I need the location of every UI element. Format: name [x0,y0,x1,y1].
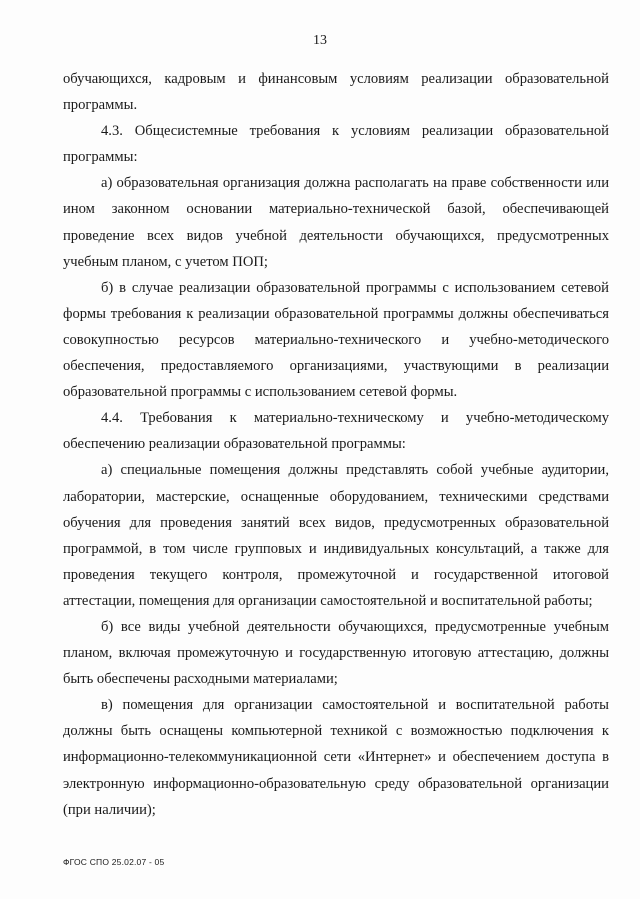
document-footer-code: ФГОС СПО 25.02.07 - 05 [63,857,165,867]
paragraph-4-3: 4.3. Общесистемные требования к условиям реализации образовательной программы: [63,123,609,166]
paragraph-4-4-v: в) помещения для организации самостоятельной и воспитательной работы должны быть оснащены компьютерной техникой с возможностью подключения к информационно-телекоммуникационной сети «Интернет» и обеспечением доступа в электронную информационно-образовательную среду образовательной организации (при наличии); [63,697,609,818]
paragraph-4-4-b: б) все виды учебной деятельности обучающихся, предусмотренные учебным планом, включая промежуточную и государственную итоговую аттестацию, должны быть обеспечены расходными материалами; [63,618,609,688]
paragraph-continuation: обучающихся, кадровым и финансовым условиям реализации образовательной программы. [63,71,609,114]
page-number: 13 [313,33,327,48]
paragraph-4-4-a: а) специальные помещения должны представлять собой учебные аудитории, лаборатории, мастерские, оснащенные оборудованием, техническими средствами обучения для проведения занятий всех видов, предусмотренных образовательной программой, в том числе групповых и индивидуальных консультаций, а также для проведения текущего контроля, промежуточной и государственной итоговой аттестации, помещения для организации самостоятельной и воспитательной работы; [63,462,609,609]
paragraph-4-3-a: а) образовательная организация должна располагать на праве собственности или ином законном основании материально-технической базой, обеспечивающей проведение всех видов учебной деятельности обучающихся, предусмотренных учебным планом, с учетом ПОП; [63,175,609,270]
document-body [63,66,609,823]
paragraph-4-3-b: б) в случае реализации образовательной программы с использованием сетевой формы требования к реализации образовательной программы должны обеспечиваться совокупностью ресурсов материально-технического и учебно-методического обеспечения, предоставляемого организациями, участвующими в реализации образовательной программы с использованием сетевой формы. [63,279,609,401]
paragraph-4-4: 4.4. Требования к материально-техническому и учебно-методическому обеспечению реализации образовательной программы: [63,410,609,453]
